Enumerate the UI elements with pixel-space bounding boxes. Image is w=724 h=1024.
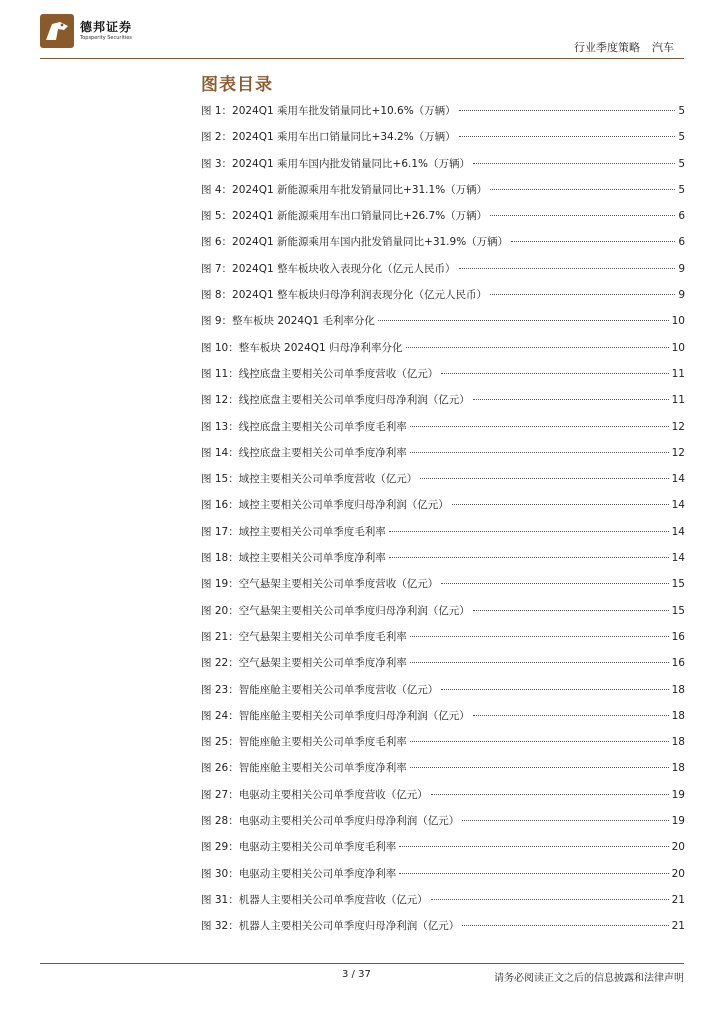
toc-item-page: 21 [671, 893, 685, 906]
toc-leader-dots [473, 610, 669, 611]
toc-item-page: 9 [678, 262, 685, 275]
toc-leader-dots [473, 715, 669, 716]
toc-item[interactable] [201, 576, 685, 602]
toc-item-page: 16 [671, 657, 685, 670]
toc-title: 图表目录 [201, 75, 273, 95]
toc-item-label: 图 3：2024Q1 乘用车国内批发销量同比+6.1%（万辆） [201, 157, 470, 170]
toc-item[interactable] [201, 550, 685, 576]
toc-item[interactable] [201, 497, 685, 523]
toc-item-label: 图 16：域控主要相关公司单季度归母净利润（亿元） [201, 499, 449, 512]
toc-item-page: 19 [671, 788, 685, 801]
toc-leader-dots [459, 136, 676, 137]
toc-leader-dots [410, 452, 669, 453]
report-type: 行业季度策略 [574, 41, 640, 54]
toc-leader-dots [441, 583, 668, 584]
toc-item-page: 18 [671, 683, 685, 696]
toc-item-label: 图 5：2024Q1 新能源乘用车出口销量同比+26.7%（万辆） [201, 210, 488, 223]
toc-leader-dots [462, 925, 668, 926]
toc-item[interactable] [201, 129, 685, 155]
toc-leader-dots [441, 373, 668, 374]
toc-item-label: 图 26：智能座舱主要相关公司单季度净利率 [201, 762, 407, 775]
toc-item[interactable] [201, 603, 685, 629]
toc-item-page: 18 [671, 736, 685, 749]
toc-leader-dots [378, 320, 669, 321]
toc-item[interactable] [201, 340, 685, 366]
brand-logo-icon [40, 14, 74, 48]
toc-item-page: 20 [671, 841, 685, 854]
toc-item-page: 21 [671, 920, 685, 933]
toc-item-label: 图 29：电驱动主要相关公司单季度毛利率 [201, 841, 397, 854]
toc-leader-dots [473, 163, 675, 164]
toc-item[interactable] [201, 682, 685, 708]
toc-item-page: 19 [671, 815, 685, 828]
toc-leader-dots [389, 557, 669, 558]
toc-item[interactable] [201, 655, 685, 681]
toc-item[interactable] [201, 208, 685, 234]
toc-item[interactable] [201, 261, 685, 287]
toc-item-page: 14 [671, 525, 685, 538]
toc-leader-dots [410, 741, 669, 742]
toc-item-page: 5 [678, 183, 685, 196]
toc-item-label: 图 28：电驱动主要相关公司单季度归母净利润（亿元） [201, 815, 460, 828]
toc-leader-dots [406, 347, 669, 348]
toc-item-page: 5 [678, 157, 685, 170]
toc-item-label: 图 23：智能座舱主要相关公司单季度营收（亿元） [201, 683, 439, 696]
toc-item[interactable] [201, 787, 685, 813]
toc-item-page: 10 [671, 341, 685, 354]
toc-item-label: 图 1：2024Q1 乘用车批发销量同比+10.6%（万辆） [201, 105, 456, 117]
toc-item-page: 14 [671, 473, 685, 486]
toc-item[interactable] [201, 445, 685, 471]
toc-item-label: 图 7：2024Q1 整车板块收入表现分化（亿元人民币） [201, 262, 456, 275]
toc-item-page: 6 [678, 236, 685, 249]
toc-leader-dots [399, 846, 668, 847]
toc-leader-dots [410, 662, 669, 663]
toc-item-page: 5 [678, 105, 685, 117]
toc-item-label: 图 19：空气悬架主要相关公司单季度营收（亿元） [201, 578, 439, 591]
header-category [574, 39, 674, 55]
toc-item[interactable] [201, 629, 685, 655]
toc-item-page: 14 [671, 552, 685, 565]
toc-item[interactable] [201, 471, 685, 497]
toc-item[interactable] [201, 918, 685, 944]
page-number: 3 / 37 [342, 969, 371, 980]
toc-item-label: 图 24：智能座舱主要相关公司单季度归母净利润（亿元） [201, 709, 470, 722]
toc-item[interactable] [201, 366, 685, 392]
toc-item[interactable] [201, 156, 685, 182]
toc-item-label: 图 20：空气悬架主要相关公司单季度归母净利润（亿元） [201, 604, 470, 617]
footer-disclaimer: 请务必阅读正文之后的信息披露和法律声明 [494, 973, 684, 984]
toc-item-label: 图 6：2024Q1 新能源乘用车国内批发销量同比+31.9%（万辆） [201, 236, 509, 249]
toc-item-page: 18 [671, 709, 685, 722]
toc-item-label: 图 17：域控主要相关公司单季度毛利率 [201, 525, 386, 538]
toc-item[interactable] [201, 313, 685, 339]
toc-item-label: 图 27：电驱动主要相关公司单季度营收（亿元） [201, 788, 428, 801]
toc-item-label: 图 4：2024Q1 新能源乘用车批发销量同比+31.1%（万辆） [201, 183, 488, 196]
toc-item[interactable] [201, 813, 685, 839]
toc-item[interactable] [201, 892, 685, 918]
toc-item-label: 图 30：电驱动主要相关公司单季度净利率 [201, 867, 397, 880]
toc-leader-dots [410, 636, 669, 637]
toc-leader-dots [459, 110, 676, 111]
toc-leader-dots [389, 531, 669, 532]
toc-item-page: 14 [671, 499, 685, 512]
toc-leader-dots [410, 426, 669, 427]
toc-leader-dots [490, 294, 675, 295]
toc-item[interactable] [201, 866, 685, 892]
toc-item-label: 图 21：空气悬架主要相关公司单季度毛利率 [201, 630, 407, 643]
toc-item-label: 图 2：2024Q1 乘用车出口销量同比+34.2%（万辆） [201, 131, 456, 144]
toc-leader-dots [399, 873, 668, 874]
toc-item-label: 图 11：线控底盘主要相关公司单季度营收（亿元） [201, 367, 439, 380]
toc-item[interactable] [201, 392, 685, 418]
toc-item-page: 15 [671, 578, 685, 591]
toc-leader-dots [452, 504, 669, 505]
toc-item-label: 图 12：线控底盘主要相关公司单季度归母净利润（亿元） [201, 394, 470, 407]
toc-leader-dots [441, 689, 668, 690]
brand-logo [40, 14, 132, 48]
toc-leader-dots [490, 215, 675, 216]
toc-item-page: 12 [671, 420, 685, 433]
toc-item-label: 图 32：机器人主要相关公司单季度归母净利润（亿元） [201, 920, 460, 933]
toc-item[interactable] [201, 708, 685, 734]
toc-leader-dots [410, 767, 669, 768]
toc-item-label: 图 9：整车板块 2024Q1 毛利率分化 [201, 315, 375, 328]
toc-item-label: 图 10：整车板块 2024Q1 归母净利率分化 [201, 341, 403, 354]
toc-item-page: 18 [671, 762, 685, 775]
footer-divider [40, 963, 684, 964]
toc-item-label: 图 14：线控底盘主要相关公司单季度净利率 [201, 446, 407, 459]
toc-leader-dots [420, 478, 668, 479]
toc-item[interactable] [201, 839, 685, 865]
toc-item-label: 图 22：空气悬架主要相关公司单季度净利率 [201, 657, 407, 670]
toc-item[interactable] [201, 103, 685, 129]
toc-item[interactable] [201, 182, 685, 208]
toc-item-page: 20 [671, 867, 685, 880]
toc-item-label: 图 18：域控主要相关公司单季度净利率 [201, 552, 386, 565]
toc-item-label: 图 8：2024Q1 整车板块归母净利润表现分化（亿元人民币） [201, 289, 488, 302]
toc-item[interactable] [201, 419, 685, 445]
toc-item[interactable] [201, 524, 685, 550]
toc-item-label: 图 13：线控底盘主要相关公司单季度毛利率 [201, 420, 407, 433]
toc-item-label: 图 15：域控主要相关公司单季度营收（亿元） [201, 473, 418, 486]
toc-item[interactable] [201, 760, 685, 786]
toc-item-label: 图 31：机器人主要相关公司单季度营收（亿元） [201, 893, 428, 906]
toc-item-page: 9 [678, 289, 685, 302]
toc-leader-dots [431, 794, 669, 795]
toc-item-page: 11 [671, 367, 685, 380]
toc-item-page: 16 [671, 630, 685, 643]
page-header [40, 14, 684, 58]
brand-name-cn: 德邦证券 [80, 20, 133, 34]
toc-leader-dots [490, 189, 675, 190]
toc-item[interactable] [201, 287, 685, 313]
brand-name-en: Topsperity Securities [80, 35, 132, 41]
toc-item-page: 15 [671, 604, 685, 617]
toc-item-label: 图 25：智能座舱主要相关公司单季度毛利率 [201, 736, 407, 749]
toc-item-page: 12 [671, 446, 685, 459]
toc-item-page: 10 [671, 315, 685, 328]
toc-leader-dots [459, 268, 676, 269]
toc-item-page: 11 [671, 394, 685, 407]
toc-leader-dots [473, 399, 669, 400]
toc-item-page: 5 [678, 131, 685, 144]
industry-label: 汽车 [652, 41, 674, 54]
table-of-figures [201, 103, 685, 945]
toc-leader-dots [462, 820, 668, 821]
toc-leader-dots [511, 241, 675, 242]
toc-item[interactable] [201, 234, 685, 260]
toc-item-page: 6 [678, 210, 685, 223]
toc-leader-dots [431, 899, 669, 900]
toc-item[interactable] [201, 734, 685, 760]
header-divider [40, 58, 684, 59]
